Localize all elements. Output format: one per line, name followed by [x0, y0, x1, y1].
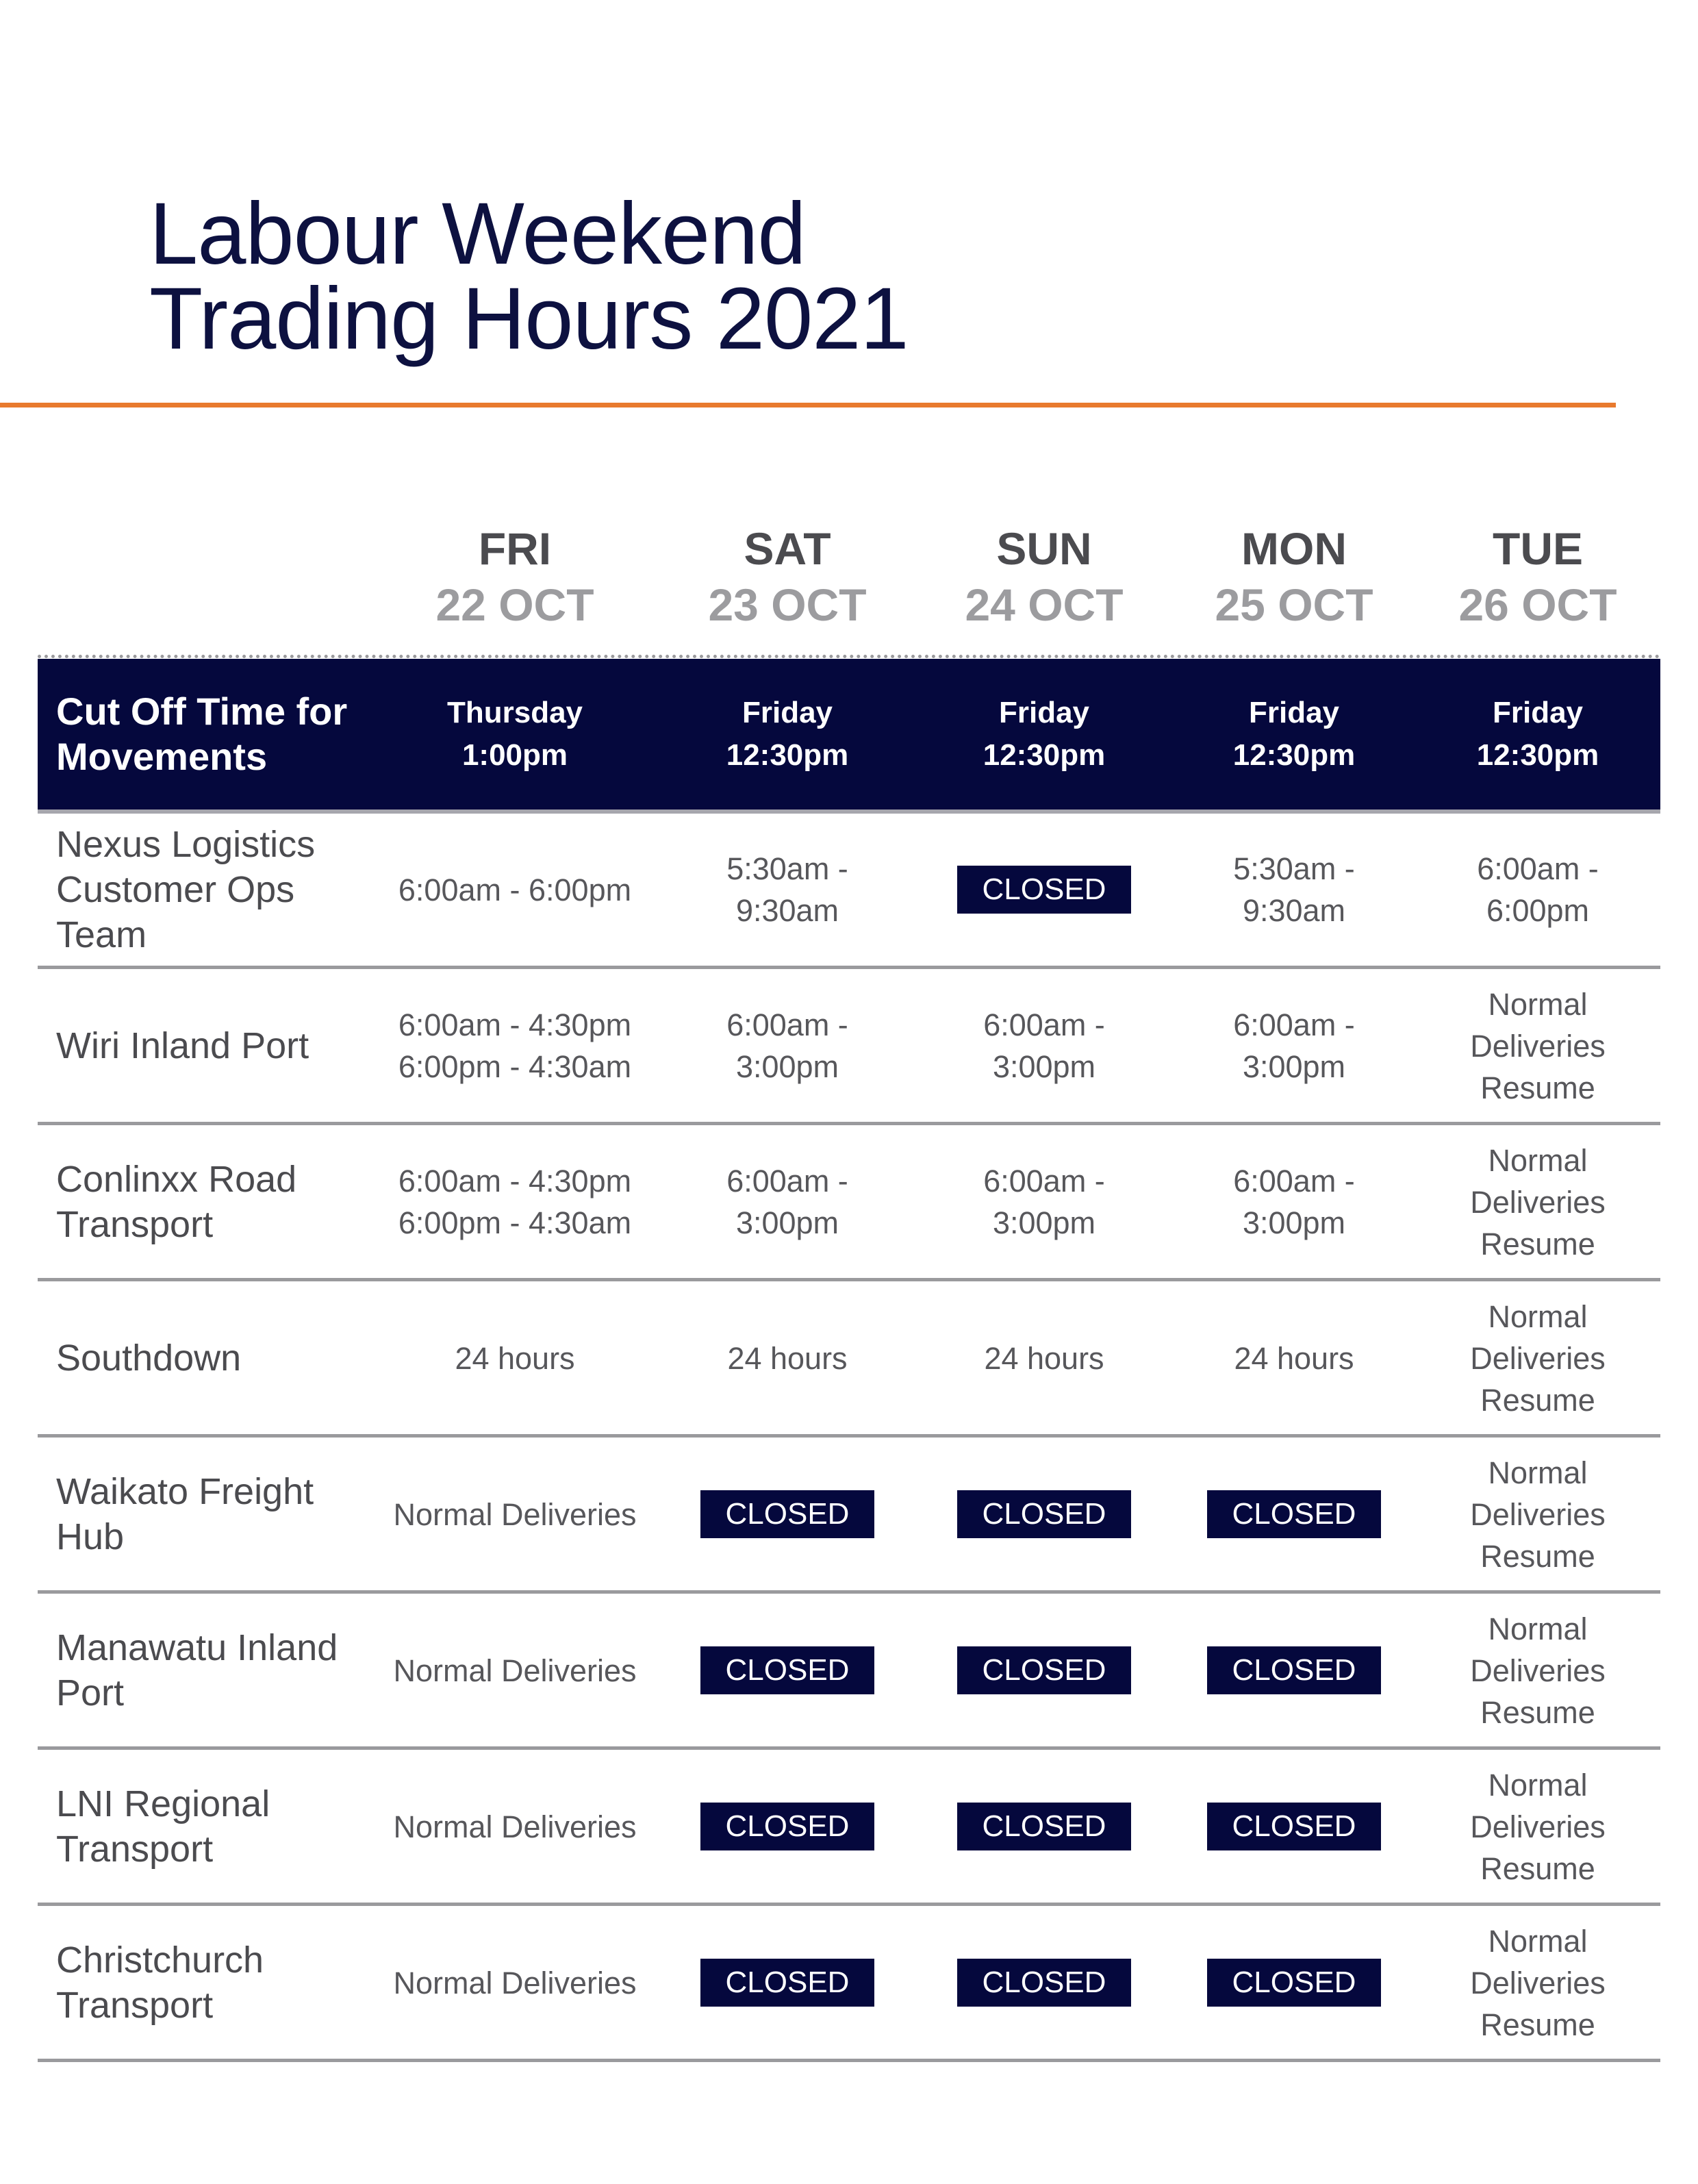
table-cell: [1415, 1594, 1661, 1746]
table-cell: [392, 814, 638, 966]
table-cell: [664, 1126, 911, 1278]
orange-divider: [0, 403, 1616, 407]
hours-text: 6:00am - 3:00pm: [1233, 1007, 1355, 1084]
cutoff-value: Friday 12:30pm: [1232, 696, 1356, 772]
hours-text: 6:00am - 6:00pm: [398, 872, 632, 907]
cutoff-value: Thursday 1:00pm: [446, 696, 583, 772]
hours-text: Normal Deliveries Resume: [1470, 1923, 1606, 2042]
table-cell: [392, 1594, 638, 1746]
closed-badge: CLOSED: [957, 1490, 1131, 1538]
hours-text: 5:30am - 9:30am: [1233, 851, 1355, 928]
table-cell: [664, 1438, 911, 1590]
row-divider: [38, 1122, 1660, 1125]
table-cell: [921, 814, 1167, 966]
day-date: 24 OCT: [965, 579, 1124, 630]
closed-badge: CLOSED: [700, 1803, 874, 1850]
hours-text: 24 hours: [455, 1340, 575, 1376]
table-cell: [392, 1282, 638, 1434]
hours-text: Normal Deliveries: [393, 1965, 637, 2000]
table-cell: [392, 1126, 638, 1278]
table-cell: [921, 1282, 1167, 1434]
hours-text: 5:30am - 9:30am: [726, 851, 848, 928]
row-label: Christchurch Transport: [56, 1940, 264, 2026]
day-date: 26 OCT: [1458, 579, 1617, 630]
day-header-sat: [657, 520, 917, 633]
table-cell: [1415, 814, 1661, 966]
cutoff-value: Friday 12:30pm: [726, 696, 849, 772]
hours-text: 6:00am - 3:00pm: [983, 1007, 1105, 1084]
hours-text: Normal Deliveries: [393, 1653, 637, 1688]
table-cell: [392, 1750, 638, 1903]
table-cell: [1415, 1282, 1661, 1434]
table-cell: [1171, 1907, 1417, 2059]
row-divider: [38, 1278, 1660, 1281]
day-date: 22 OCT: [435, 579, 594, 630]
day-date: 23 OCT: [708, 579, 867, 630]
cutoff-value: Friday 12:30pm: [983, 696, 1106, 772]
row-label: Conlinxx Road Transport: [56, 1159, 297, 1245]
table-cell: [1415, 1126, 1661, 1278]
table-cell: [392, 970, 638, 1122]
hours-text: 6:00am - 3:00pm: [726, 1007, 848, 1084]
hours-text: 6:00am - 3:00pm: [983, 1164, 1105, 1240]
table-cell: [664, 1282, 911, 1434]
closed-badge: CLOSED: [957, 1646, 1131, 1694]
day-name: TUE: [1493, 523, 1583, 574]
table-cell: [1171, 1594, 1417, 1746]
row-divider: [38, 1903, 1660, 1906]
hours-text: Normal Deliveries: [393, 1496, 637, 1532]
closed-badge: CLOSED: [700, 1646, 874, 1694]
table-cell: [921, 1438, 1167, 1590]
hours-text: Normal Deliveries Resume: [1470, 986, 1606, 1105]
hours-text: 24 hours: [1234, 1340, 1354, 1376]
table-cell: [392, 1438, 638, 1590]
table-cell: [1171, 814, 1417, 966]
hours-text: Normal Deliveries: [393, 1809, 637, 1844]
dotted-divider: [38, 655, 1660, 658]
cutoff-value: Friday 12:30pm: [1476, 696, 1599, 772]
hours-text: 6:00am - 4:30pm 6:00pm - 4:30am: [398, 1007, 632, 1084]
closed-badge: CLOSED: [700, 1490, 874, 1538]
closed-badge: CLOSED: [1207, 1646, 1381, 1694]
table-cell: [921, 970, 1167, 1122]
closed-badge: CLOSED: [957, 1803, 1131, 1850]
hours-text: 24 hours: [727, 1340, 848, 1376]
table-cell: [1415, 1907, 1661, 2059]
table-cell: [1171, 1750, 1417, 1903]
table-cell: [1415, 970, 1661, 1122]
hours-text: Normal Deliveries Resume: [1470, 1611, 1606, 1730]
row-divider: [38, 2059, 1660, 2062]
hours-text: 6:00am - 3:00pm: [726, 1164, 848, 1240]
page-title: Labour Weekend Trading Hours 2021: [149, 185, 909, 368]
table-cell: [1171, 970, 1417, 1122]
row-divider: [38, 1590, 1660, 1594]
row-divider: [38, 966, 1660, 969]
hours-text: 6:00am - 4:30pm 6:00pm - 4:30am: [398, 1164, 632, 1240]
day-name: MON: [1241, 523, 1347, 574]
table-cell: [664, 1594, 911, 1746]
row-label: LNI Regional Transport: [56, 1783, 270, 1870]
day-name: SAT: [744, 523, 831, 574]
day-header-mon: [1164, 520, 1424, 633]
table-cell: [664, 814, 911, 966]
table-cell: [664, 1750, 911, 1903]
day-name: FRI: [478, 523, 552, 574]
row-label: Waikato Freight Hub: [56, 1471, 314, 1557]
row-label: Manawatu Inland Port: [56, 1627, 338, 1714]
day-header-fri: [385, 520, 645, 633]
day-header-tue: [1408, 520, 1668, 633]
table-cell: [921, 1594, 1167, 1746]
table-cell: [1171, 1282, 1417, 1434]
hours-text: Normal Deliveries Resume: [1470, 1142, 1606, 1262]
closed-badge: CLOSED: [700, 1959, 874, 2007]
hours-text: Normal Deliveries Resume: [1470, 1767, 1606, 1886]
cutoff-label: Cut Off Time for Movements: [56, 690, 348, 778]
closed-badge: CLOSED: [957, 866, 1131, 914]
table-cell: [1171, 1126, 1417, 1278]
hours-text: 6:00am - 3:00pm: [1233, 1164, 1355, 1240]
hours-text: 24 hours: [984, 1340, 1104, 1376]
day-date: 25 OCT: [1215, 579, 1373, 630]
closed-badge: CLOSED: [1207, 1490, 1381, 1538]
table-cell: [664, 1907, 911, 2059]
day-header-sun: [914, 520, 1174, 633]
table-cell: [392, 1907, 638, 2059]
row-divider: [38, 1434, 1660, 1438]
row-label: Southdown: [56, 1338, 242, 1379]
hours-text: 6:00am - 6:00pm: [1477, 851, 1599, 928]
table-cell: [921, 1907, 1167, 2059]
table-cell: [921, 1750, 1167, 1903]
row-divider: [38, 1746, 1660, 1750]
closed-badge: CLOSED: [1207, 1959, 1381, 2007]
table-cell: [1415, 1438, 1661, 1590]
row-label: Wiri Inland Port: [56, 1025, 309, 1066]
table-cell: [1171, 1438, 1417, 1590]
day-name: SUN: [996, 523, 1092, 574]
row-label: Nexus Logistics Customer Ops Team: [56, 824, 316, 955]
table-cell: [1415, 1750, 1661, 1903]
hours-text: Normal Deliveries Resume: [1470, 1298, 1606, 1418]
hours-text: Normal Deliveries Resume: [1470, 1455, 1606, 1574]
closed-badge: CLOSED: [957, 1959, 1131, 2007]
table-cell: [921, 1126, 1167, 1278]
closed-badge: CLOSED: [1207, 1803, 1381, 1850]
table-cell: [664, 970, 911, 1122]
